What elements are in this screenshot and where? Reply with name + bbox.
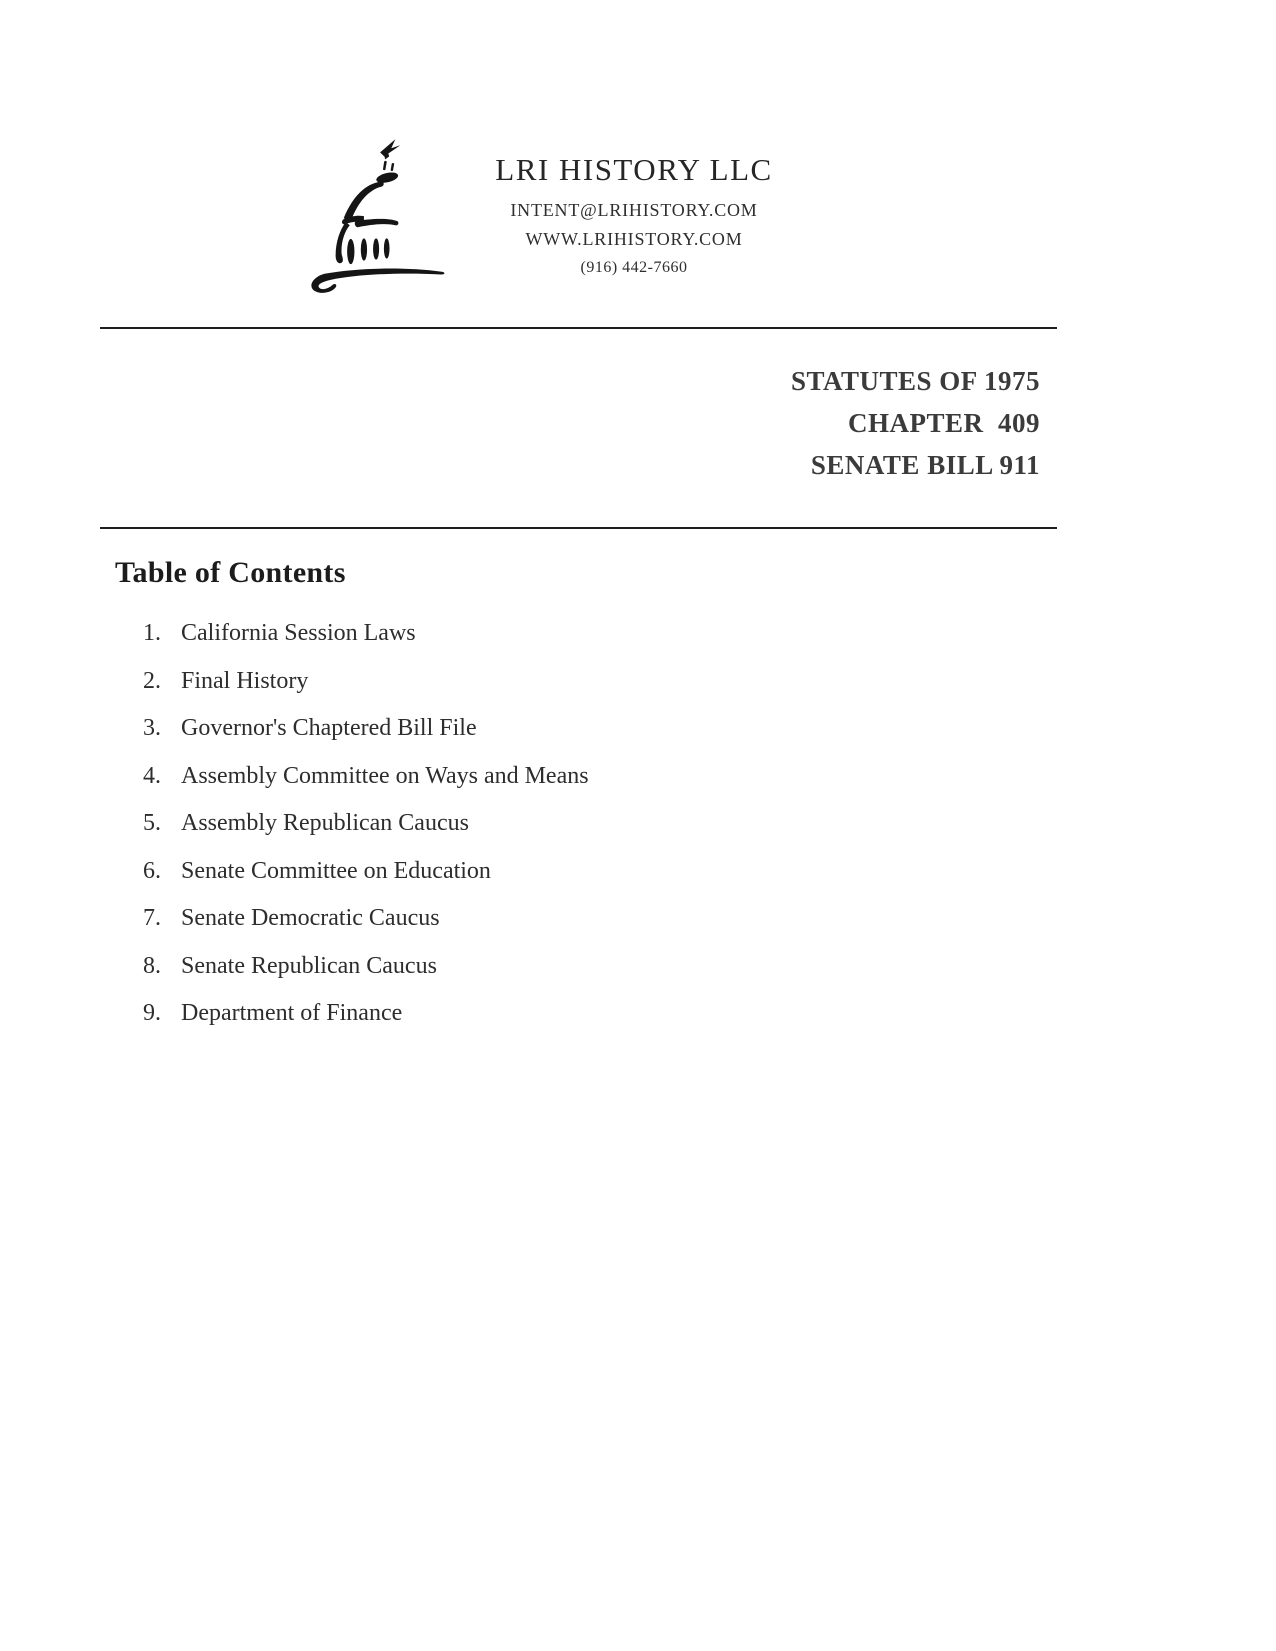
toc-item [143, 905, 589, 953]
capitol-dome-logo-icon [288, 122, 450, 294]
toc-item-label: Assembly Republican Caucus [181, 810, 469, 836]
document-info-block [791, 360, 1040, 486]
statutes-line: STATUTES OF 1975 [790, 366, 1040, 396]
toc-item-number: 9. [143, 1000, 161, 1026]
toc-item [143, 715, 589, 763]
toc-item-number: 5. [143, 810, 161, 836]
toc-item-number: 3. [143, 715, 161, 741]
company-email: INTENT@LRIHISTORY.COM [510, 200, 758, 220]
toc-item-number: 1. [143, 620, 161, 646]
toc-item-label: California Session Laws [181, 620, 416, 646]
letterhead-text [458, 122, 810, 277]
toc-item [143, 953, 589, 1001]
chapter-line: CHAPTER 409 [847, 408, 1040, 438]
toc-item [143, 858, 589, 906]
letterhead [288, 122, 810, 294]
toc-item [143, 810, 589, 858]
toc-item-label: Senate Democratic Caucus [181, 905, 440, 931]
bill-line: SENATE BILL 911 [810, 450, 1040, 480]
toc-item-number: 4. [143, 762, 161, 789]
toc-item-number: 2. [143, 667, 161, 694]
toc-item-label: Assembly Committee on Ways and Means [181, 762, 589, 789]
divider-bottom [100, 527, 1057, 529]
toc-list [143, 620, 589, 1048]
toc-item-number: 6. [143, 857, 161, 884]
divider-top [100, 327, 1057, 329]
company-name: LRI HISTORY LLC [495, 152, 773, 187]
toc-heading: Table of Contents [115, 556, 346, 589]
toc-item-label: Final History [181, 667, 309, 694]
toc-item-number: 8. [143, 952, 161, 979]
toc-item [143, 1000, 589, 1048]
company-website: WWW.LRIHISTORY.COM [525, 229, 743, 249]
company-phone: (916) 442-7660 [580, 259, 688, 276]
toc-item-number: 7. [143, 905, 161, 931]
toc-item [143, 620, 589, 668]
toc-item [143, 763, 589, 811]
toc-item-label: Governor's Chaptered Bill File [181, 715, 477, 741]
toc-item-label: Senate Republican Caucus [181, 952, 437, 979]
toc-item [143, 668, 589, 716]
toc-item-label: Senate Committee on Education [181, 857, 491, 884]
toc-item-label: Department of Finance [181, 1000, 403, 1026]
